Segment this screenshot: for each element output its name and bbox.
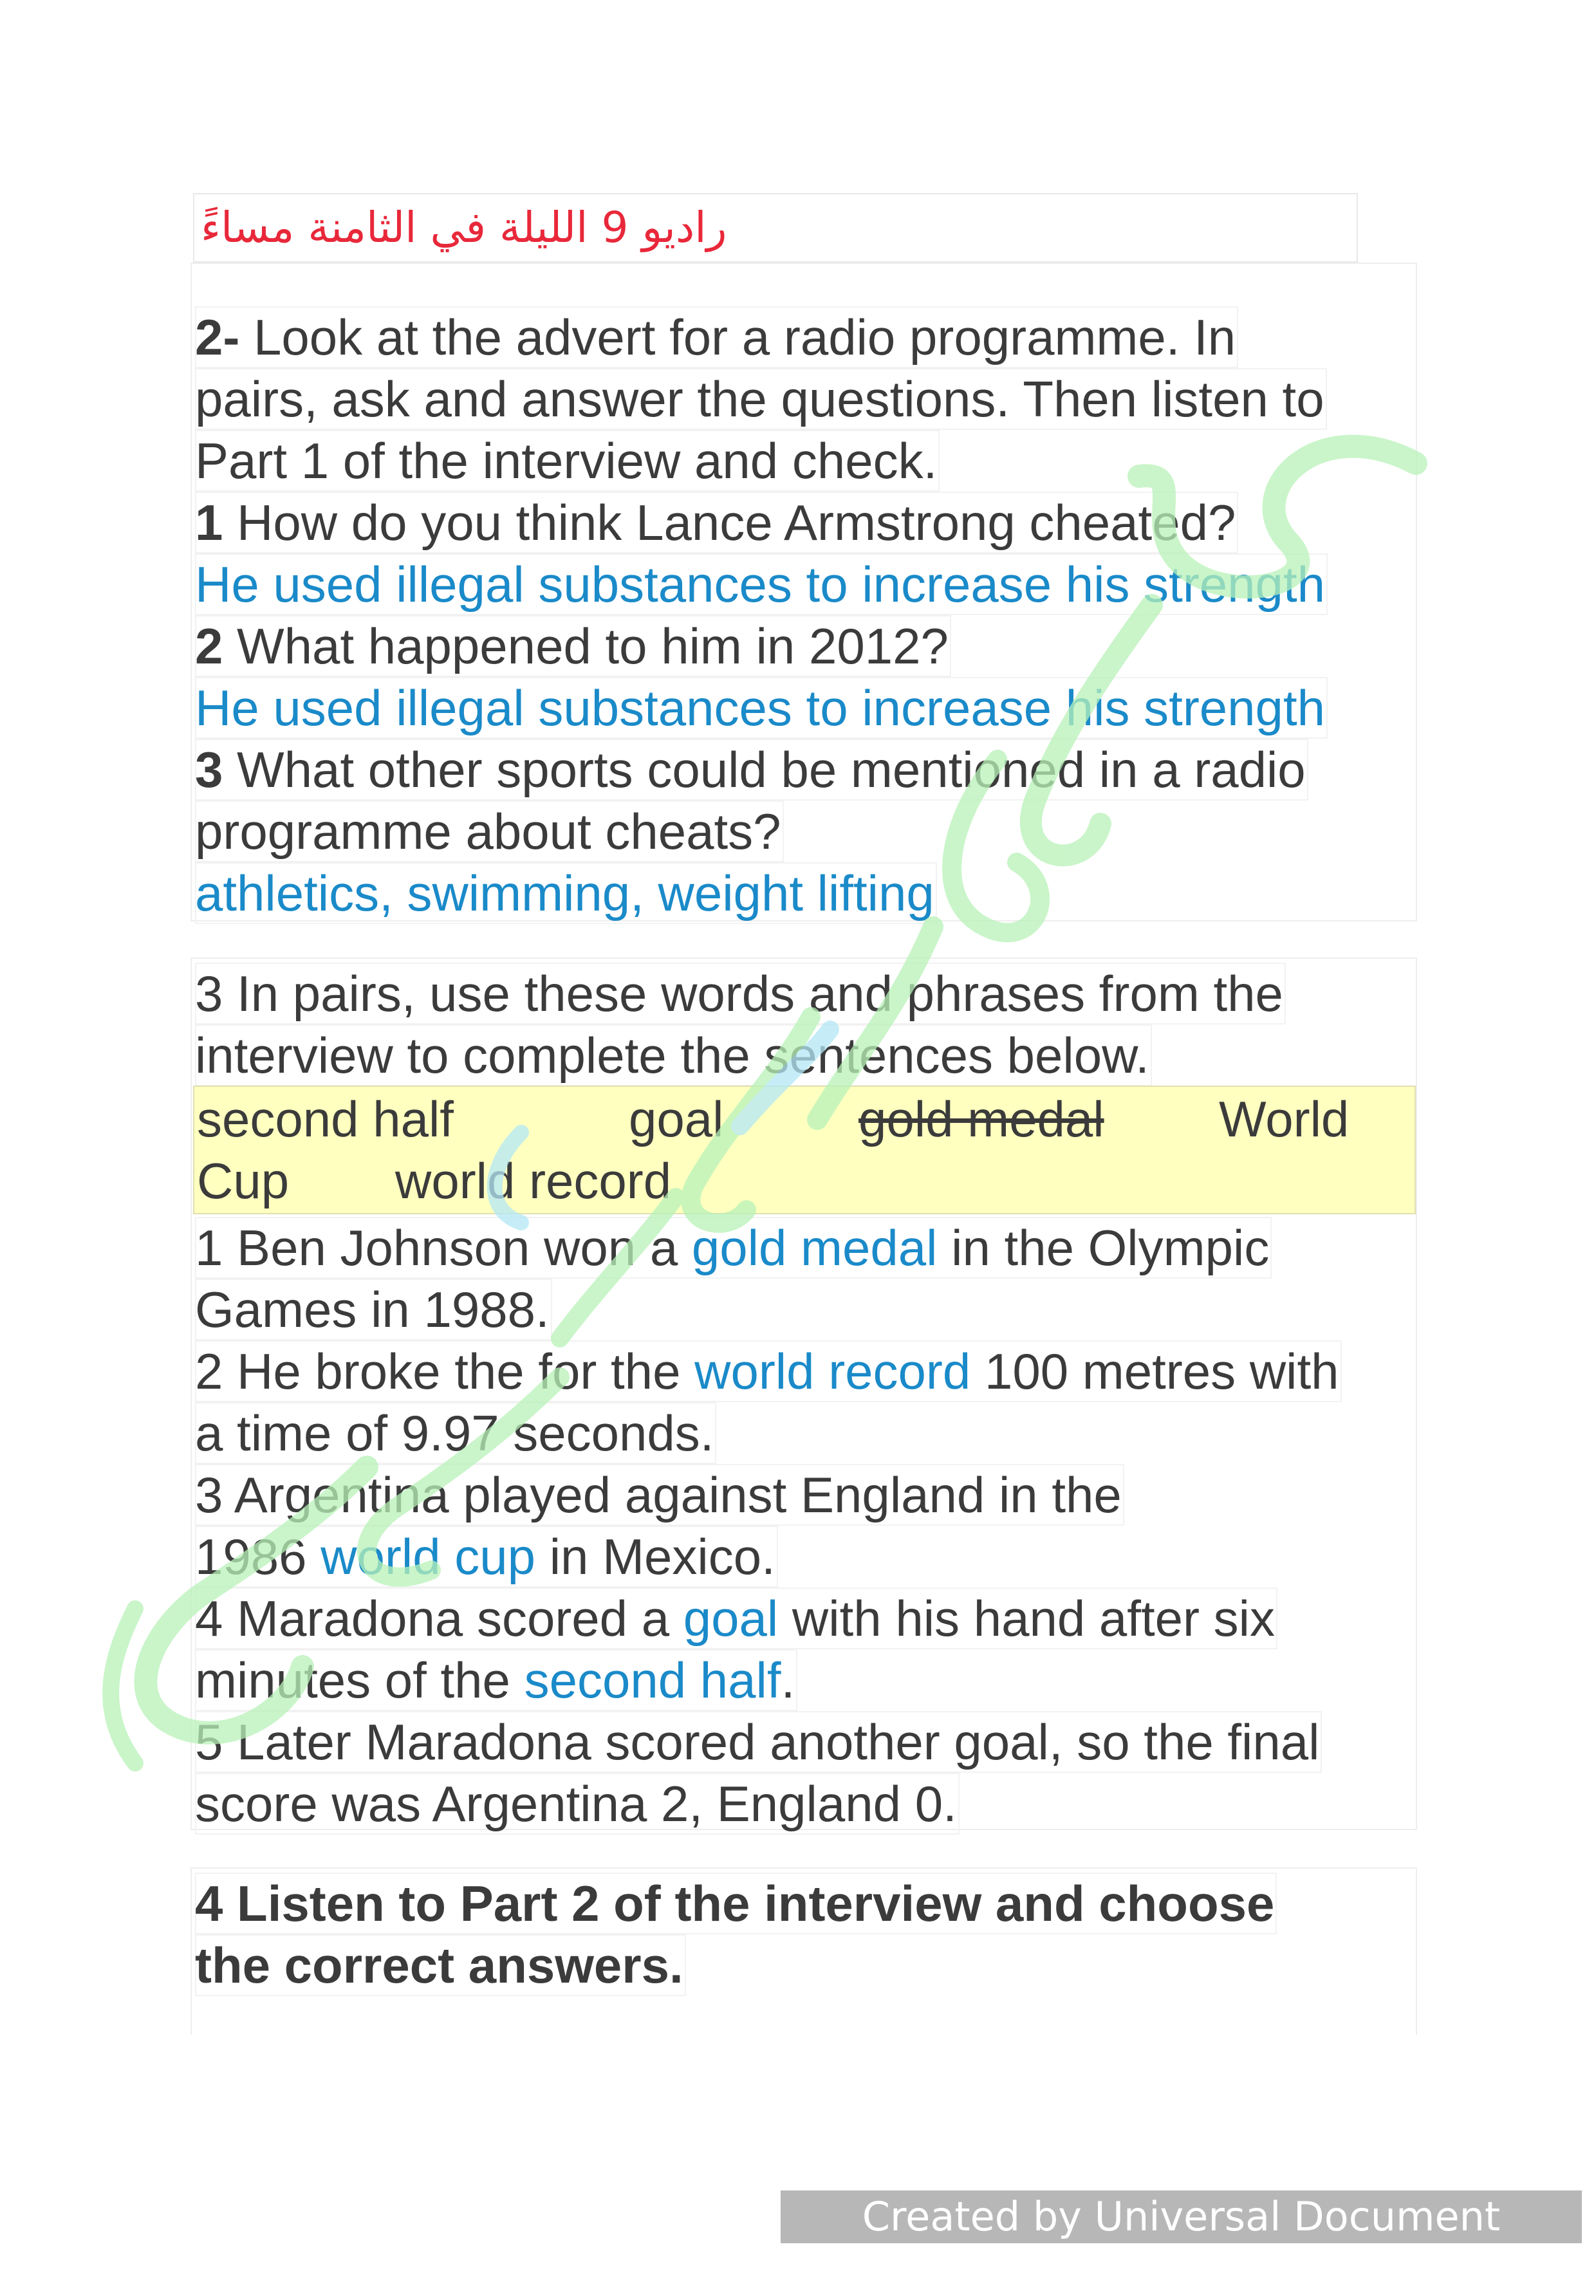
word-cup: Cup <box>197 1153 290 1209</box>
question-2: 2 What happened to him in 2012? <box>195 615 951 677</box>
ex2-intro-line-2: pairs, ask and answer the questions. Then listen to <box>195 368 1327 430</box>
sentence-2: 2 He broke the for the world record 100 metres with <box>195 1340 1342 1402</box>
sentence-4: 4 Maradona scored a goal with his hand after six <box>195 1588 1277 1649</box>
arabic-title: راديو 9 الليلة في الثامنة مساءً <box>193 193 1358 263</box>
sentence-4-line-2: minutes of the second half. <box>195 1649 797 1711</box>
sentence-5: 5 Later Maradona scored another goal, so the final <box>195 1711 1322 1773</box>
ex3-intro-line-1: 3 In pairs, use these words and phrases from the <box>195 963 1286 1024</box>
ex3-intro-line-2: interview to complete the sentences below. <box>195 1024 1152 1086</box>
sentence-5-line-2: score was Argentina 2, England 0. <box>195 1773 960 1835</box>
sentence-1: 1 Ben Johnson won a gold medal in the Olympic <box>195 1217 1272 1279</box>
ex4-instruction-line-2: the correct answers. <box>195 1934 686 1996</box>
sentence-3-line-2: 1986 world cup in Mexico. <box>195 1526 778 1588</box>
answer-1: He used illegal substances to increase his strength <box>195 553 1328 615</box>
ex4-instruction-line-1: 4 Listen to Part 2 of the interview and choose <box>195 1873 1277 1934</box>
sentence-2-line-2: a time of 9.97 seconds. <box>195 1402 716 1464</box>
word-goal: goal <box>629 1091 724 1147</box>
sentence-1-line-2: Games in 1988. <box>195 1279 552 1340</box>
ex2-intro-line-1: 2- Look at the advert for a radio programme. In <box>195 306 1238 368</box>
word-world: World <box>1219 1091 1350 1147</box>
word-box <box>193 1086 1416 1214</box>
answer-3: athletics, swimming, weight lifting <box>195 862 937 924</box>
word-gold-medal: gold medal <box>858 1091 1104 1147</box>
question-1: 1 How do you think Lance Armstrong cheated? <box>195 492 1238 553</box>
answer-2: He used illegal substances to increase his strength <box>195 677 1328 739</box>
word-world-record: world record <box>395 1153 672 1209</box>
question-3-line-2: programme about cheats? <box>195 801 784 862</box>
question-3: 3 What other sports could be mentioned in a radio <box>195 739 1308 801</box>
sentence-3: 3 Argentina played against England in the <box>195 1464 1124 1526</box>
ex2-intro-line-3: Part 1 of the interview and check. <box>195 430 940 492</box>
converter-footer: Created by Universal Document Converter <box>781 2190 1582 2243</box>
word-second-half: second half <box>197 1091 454 1147</box>
